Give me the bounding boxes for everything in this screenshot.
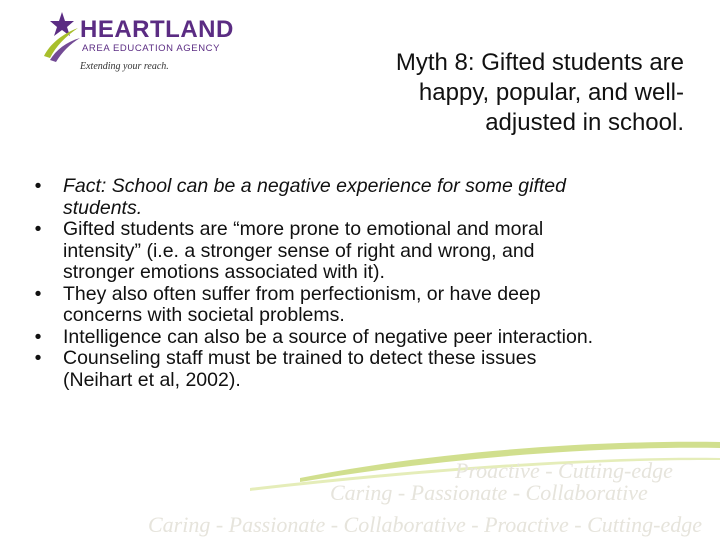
footer-tagline-1: Proactive - Cutting-edge bbox=[455, 458, 673, 483]
slide-title: Myth 8: Gifted students are happy, popular, and well-adjusted in school. bbox=[395, 49, 684, 136]
bullet-dot: • bbox=[34, 218, 42, 240]
logo-agency: AREA EDUCATION AGENCY bbox=[82, 43, 221, 54]
footer-tagline-3: Caring - Passionate - Collaborative - Proactive - Cutting-edge bbox=[148, 512, 702, 537]
bullet-dot: • bbox=[34, 347, 42, 369]
bullet-item bbox=[28, 219, 608, 284]
logo-tagline: Extending your reach. bbox=[80, 61, 169, 72]
bullet-text: Gifted students are “more prone to emotional and moral intensity” (i.e. a stronger sense of right and wrong, and stronger emotions associated with it). bbox=[63, 218, 544, 283]
bullet-text: Fact: School can be a negative experience for some gifted students. bbox=[63, 175, 566, 219]
bullet-item bbox=[28, 348, 608, 391]
logo-name: HEARTLAND bbox=[80, 16, 234, 43]
bullet-item bbox=[28, 176, 608, 219]
bullet-dot: • bbox=[34, 175, 42, 197]
bullet-text: Counseling staff must be trained to detect these issues (Neihart et al, 2002). bbox=[63, 347, 537, 391]
bullet-item bbox=[28, 327, 608, 349]
footer-tagline-2: Caring - Passionate - Collaborative bbox=[330, 480, 648, 505]
bullet-text: Intelligence can also be a source of negative peer interaction. bbox=[63, 325, 594, 348]
bullet-dot: • bbox=[34, 325, 42, 348]
bullet-dot: • bbox=[34, 282, 42, 305]
heartland-logo bbox=[40, 10, 234, 80]
bullet-list bbox=[28, 176, 608, 391]
bullet-item bbox=[28, 284, 608, 327]
bullet-text: They also often suffer from perfectionism, or have deep concerns with societal problems. bbox=[63, 282, 541, 326]
star-swoosh-icon bbox=[40, 10, 84, 62]
